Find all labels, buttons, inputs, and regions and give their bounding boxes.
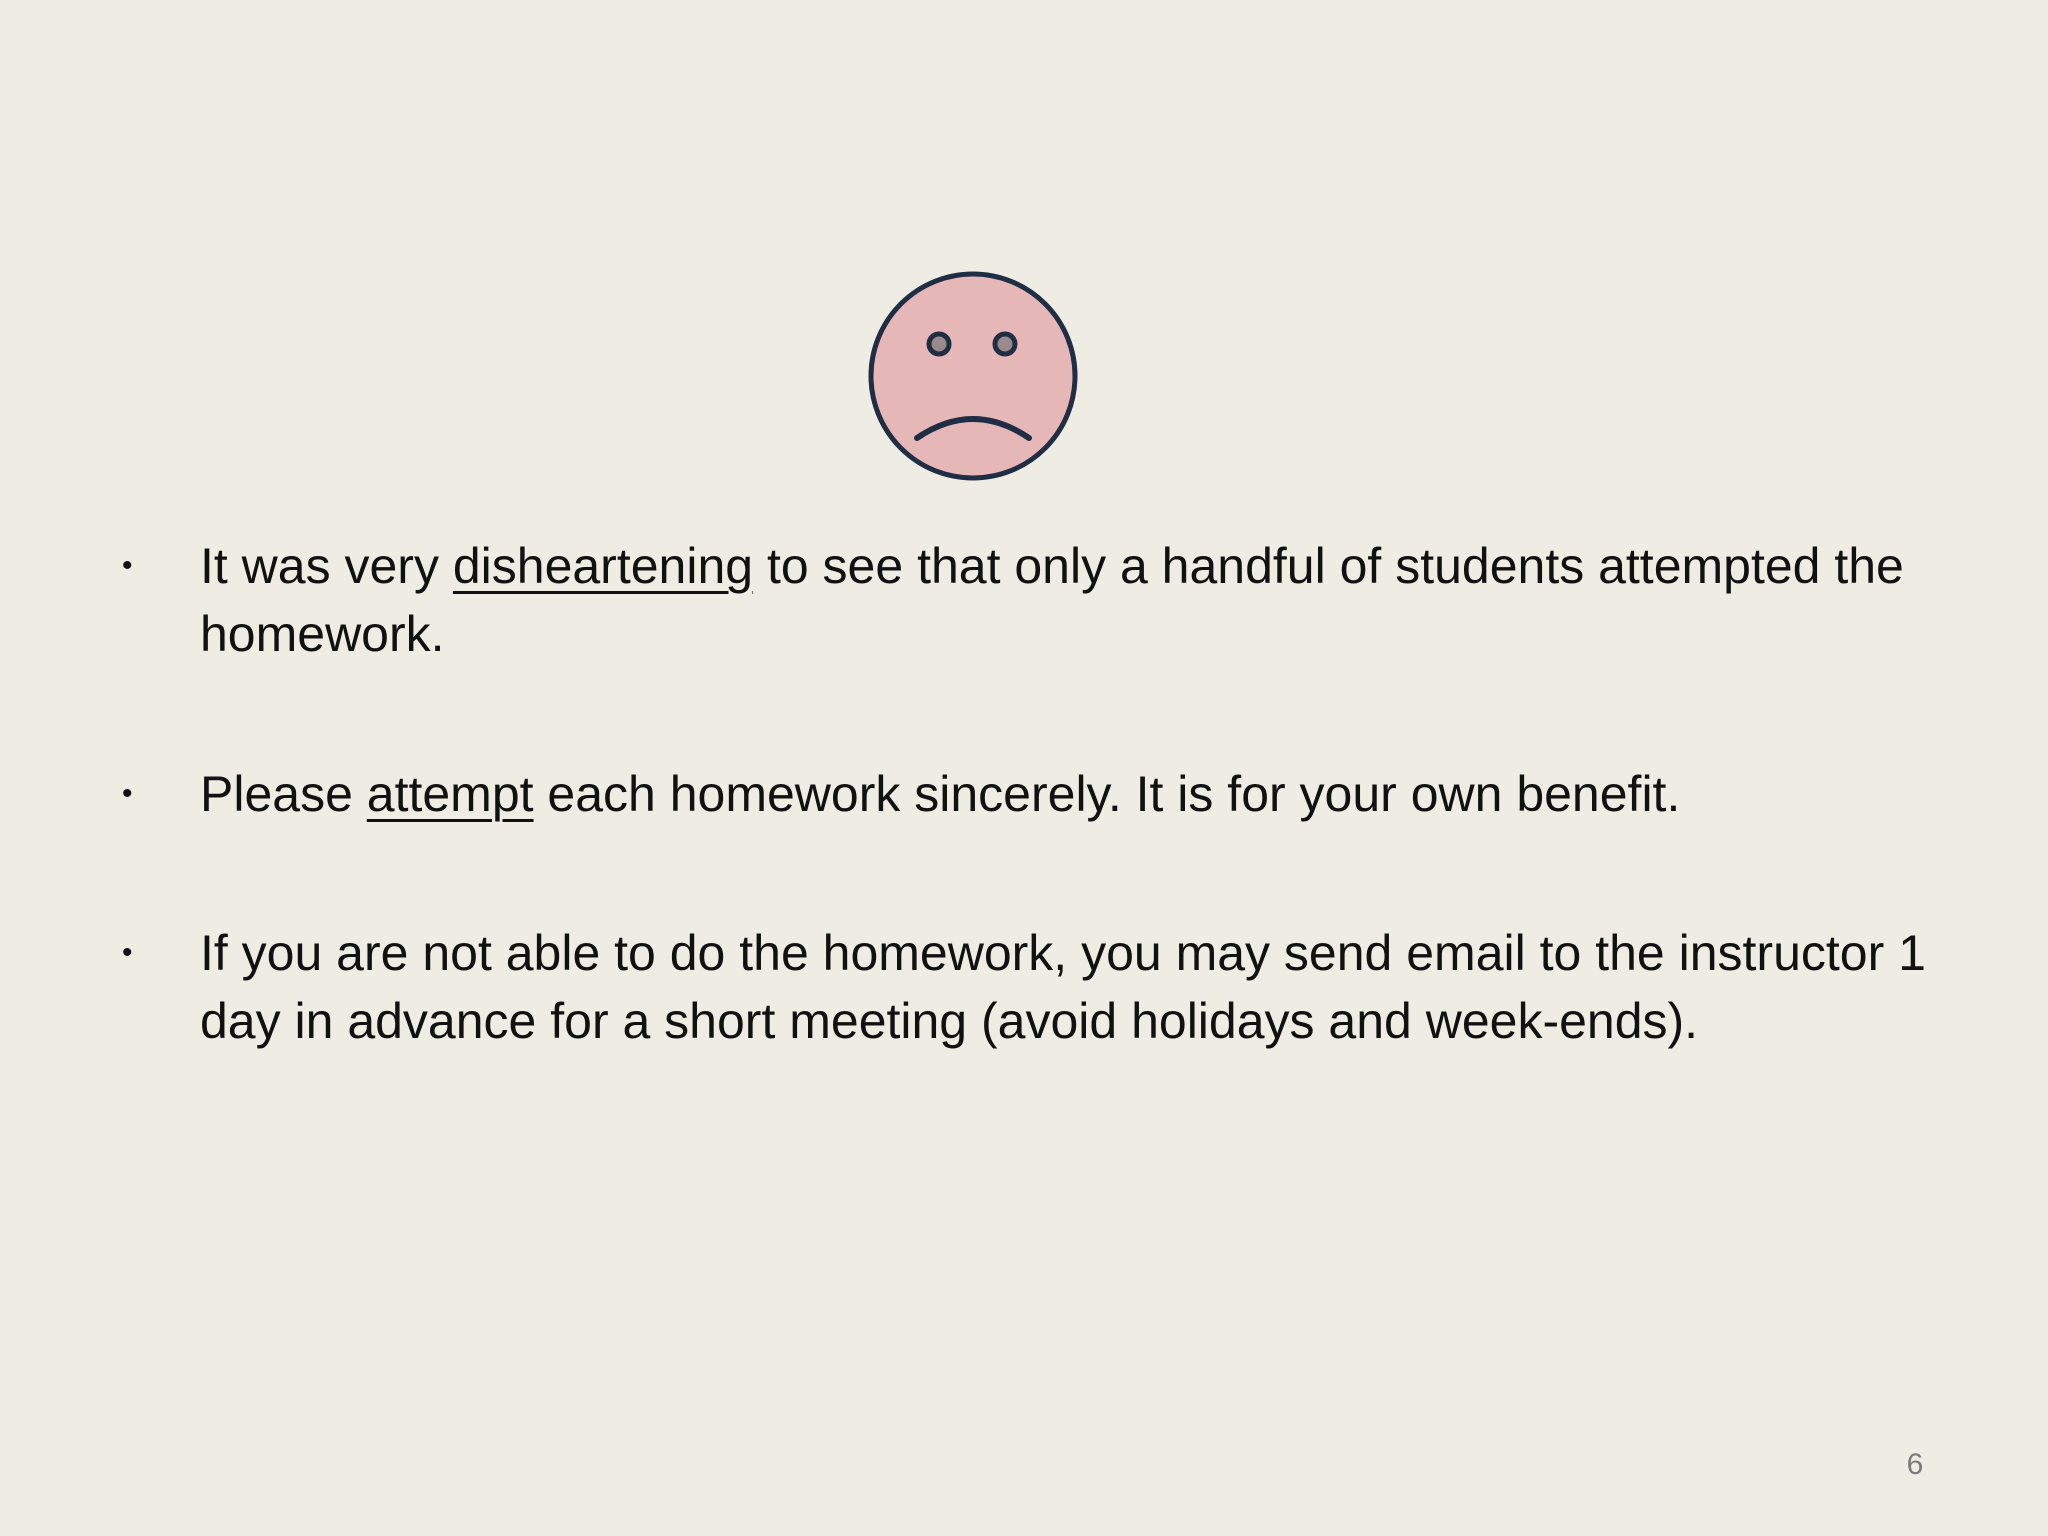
sad-face-icon	[867, 270, 1079, 482]
bullet-marker: •	[122, 549, 133, 582]
underlined-word-disheartening: disheartening	[452, 538, 754, 594]
bullet-text-2	[200, 760, 1940, 828]
bullet-marker: •	[122, 777, 133, 810]
underlined-word-attempt: attempt	[366, 766, 534, 822]
bullet-marker: •	[122, 936, 133, 969]
bullet-text-1	[200, 532, 1940, 668]
bullet-text-1-post: to see that only a handful of students attempted the homework.	[200, 538, 1904, 662]
bullet-text-2-post: each homework sincerely. It is for your own benefit.	[533, 766, 1681, 822]
page-number: 6	[1906, 1448, 1924, 1481]
bullet-text-2-pre: Please	[200, 766, 367, 822]
bullet-text-3: If you are not able to do the homework, you may send email to the instructor 1 day in advance for a short meeting (avoid holidays and week-ends).	[200, 925, 1926, 1049]
bullet-text-1-pre: It was very	[200, 538, 453, 594]
